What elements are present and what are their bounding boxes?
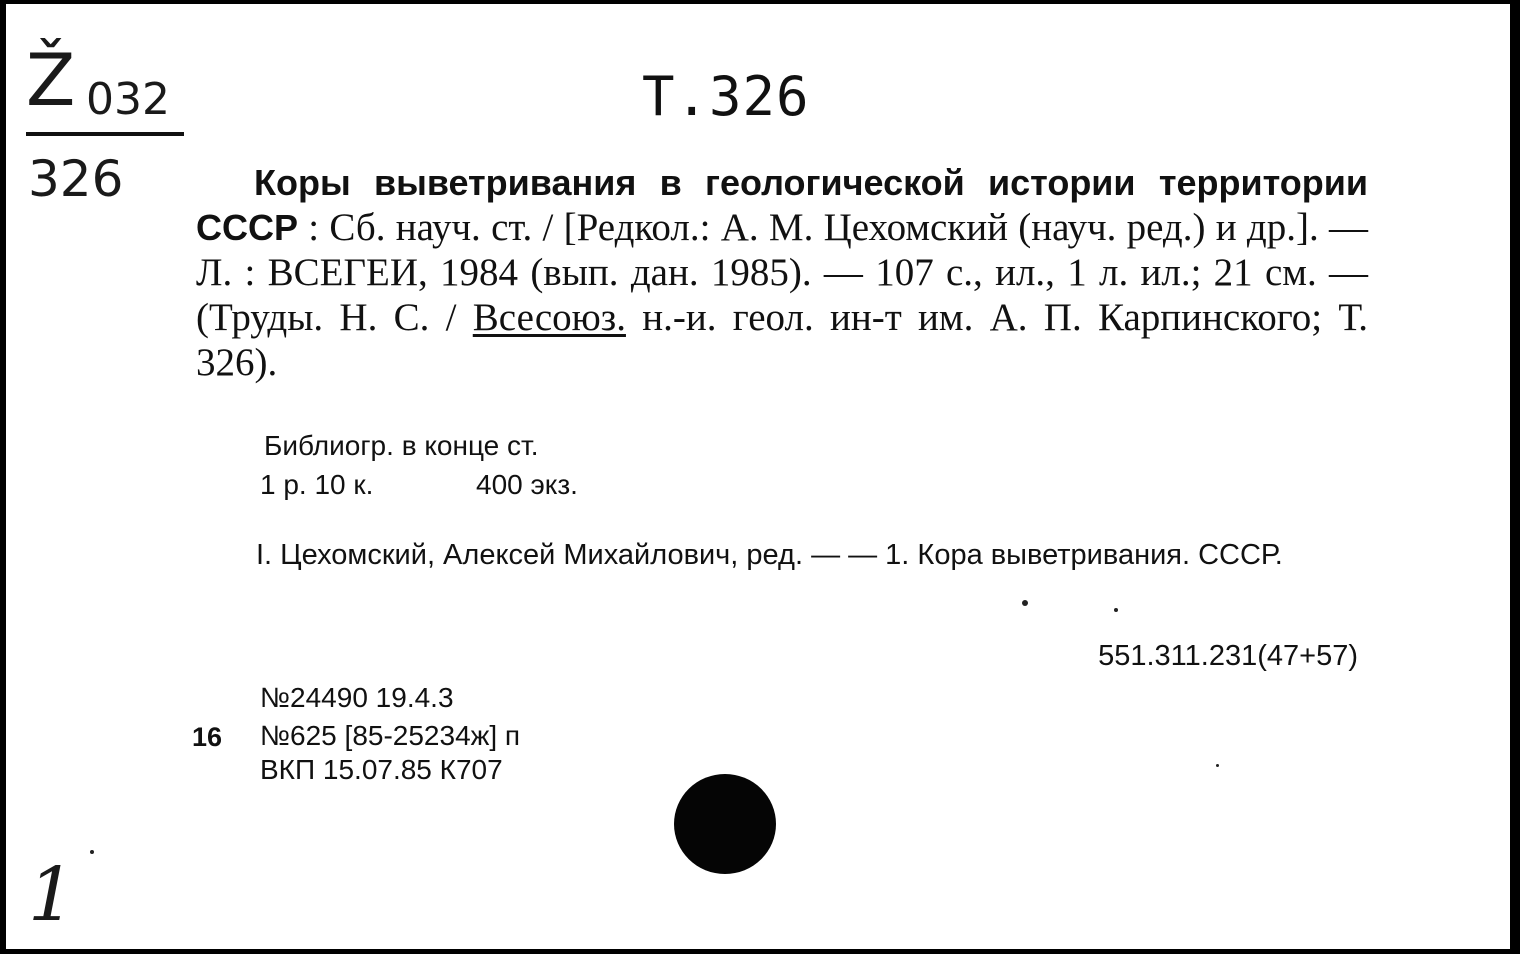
bibliography-note: Библиогр. в конце ст. <box>264 430 539 461</box>
book-title: Коры выветривания в геологической истории территории СССР <box>196 162 1368 248</box>
description-part1: : Сб. науч. ст. / [Редкол.: А. М. Цехомский (науч. ред.) и др.]. — Л. : ВСЕГЕИ, 1984 (вып. дан. 1985). — 107 с., ил., 1 л. ил.; 21 см. — (Труды. Н. С. / <box>196 206 1368 339</box>
shelf-mark-underline <box>26 132 184 136</box>
ink-speck <box>90 850 94 854</box>
ink-speck <box>1216 764 1219 767</box>
price: 1 р. 10 к. <box>260 469 374 500</box>
ink-speck <box>1114 608 1118 612</box>
tracings: I. Цехомский, Алексей Михайлович, ред. — — 1. Кора выветривания. СССР. <box>256 539 1283 571</box>
volume-heading: Т.326 <box>642 65 810 128</box>
print-run: 400 экз. <box>476 469 578 500</box>
description-underlined: Всесоюз. <box>472 296 626 339</box>
punch-hole <box>674 774 776 874</box>
bibliographic-description <box>196 160 1368 385</box>
tech-line-1: №24490 19.4.3 <box>260 682 454 713</box>
handwritten-mark: 1 <box>28 852 76 938</box>
shelf-mark-sub: 326 <box>28 150 124 208</box>
ink-speck <box>1022 600 1028 606</box>
tech-number: 16 <box>192 722 223 752</box>
udc-classification: 551.311.231(47+57) <box>1098 640 1358 672</box>
catalog-card <box>6 4 1514 949</box>
description-part2: н.-и. геол. ин-т им. А. П. Карпинского; Т. 326). <box>196 296 1368 384</box>
shelf-mark-letter: Ž <box>26 38 76 122</box>
tech-line-2: №625 [85-25234ж] п <box>260 720 521 751</box>
shelf-mark-number: 032 <box>86 74 170 125</box>
tech-line-3: ВКП 15.07.85 К707 <box>260 754 503 785</box>
